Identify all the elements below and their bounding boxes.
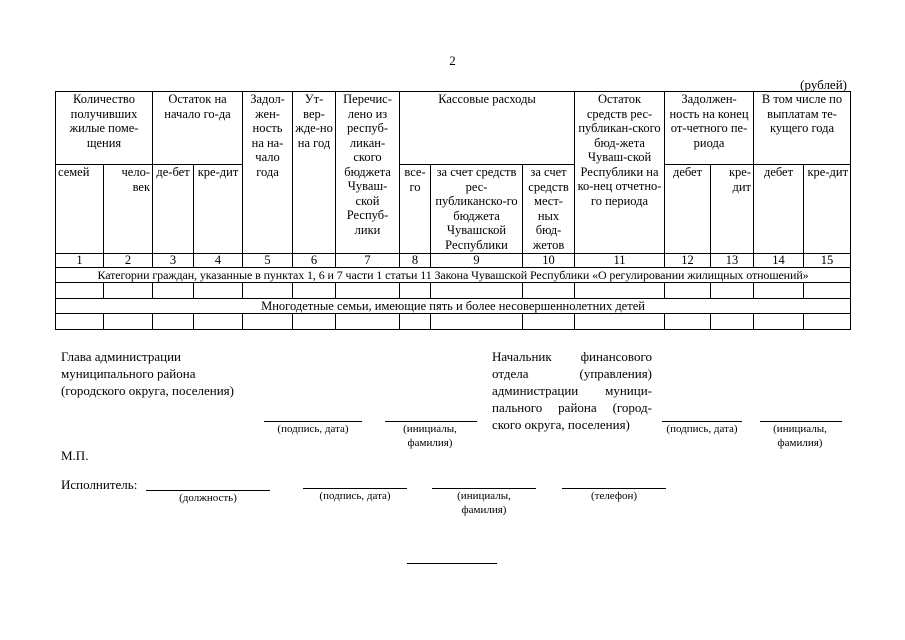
- table-cell[interactable]: [754, 283, 804, 299]
- header-debt-end: Задолжен-ность на конец от-четного пе-риода: [665, 92, 754, 165]
- table-cell[interactable]: [56, 314, 104, 330]
- column-number: 3: [153, 254, 194, 268]
- table-cell[interactable]: [104, 314, 153, 330]
- table-cell[interactable]: [804, 283, 851, 299]
- table-cell[interactable]: [431, 283, 523, 299]
- table-cell[interactable]: [243, 314, 293, 330]
- table-cell[interactable]: [754, 314, 804, 330]
- caption-signature-date: (подпись, дата): [666, 423, 738, 435]
- caption-phone: (телефон): [590, 490, 638, 502]
- subheader-republic-budget: за счет средств рес-публиканско-го бюджета Чувашской Республики: [431, 165, 523, 254]
- page-number: 2: [449, 53, 456, 68]
- section-title-large-families: Многодетные семьи, имеющие пять и более несовершеннолетних детей: [56, 299, 851, 314]
- executor-label: Исполнитель:: [61, 477, 138, 492]
- column-number: 1: [56, 254, 104, 268]
- empty-data-row: [56, 283, 851, 299]
- subheader-credit-2: кре-дит: [711, 165, 754, 254]
- header-row-1: [56, 92, 851, 165]
- caption-signature-date: (подпись, дата): [319, 490, 391, 502]
- section-row-2: [56, 299, 851, 314]
- table-cell[interactable]: [293, 314, 336, 330]
- caption-initials-1: (инициалы,: [403, 423, 457, 435]
- caption-initials-2: фамилия): [407, 437, 453, 449]
- table-cell[interactable]: [431, 314, 523, 330]
- column-number: 5: [243, 254, 293, 268]
- caption-position: (должность): [179, 492, 237, 504]
- table-cell[interactable]: [711, 314, 754, 330]
- column-number: 9: [431, 254, 523, 268]
- column-number: 6: [293, 254, 336, 268]
- table-cell[interactable]: [243, 283, 293, 299]
- column-number: 15: [804, 254, 851, 268]
- column-numbers-row: [56, 254, 851, 268]
- table-cell[interactable]: [153, 283, 194, 299]
- table-cell[interactable]: [336, 283, 400, 299]
- header-debt-start: Задол-жен-ность на на-чало года: [243, 92, 293, 254]
- column-number: 13: [711, 254, 754, 268]
- column-number: 10: [523, 254, 575, 268]
- header-row-2: [56, 165, 851, 254]
- units-label: (рублей): [800, 77, 847, 92]
- subheader-credit-1: кре-дит: [194, 165, 243, 254]
- table-cell[interactable]: [400, 283, 431, 299]
- table-cell[interactable]: [665, 283, 711, 299]
- column-number: 11: [575, 254, 665, 268]
- header-transferred: Перечис-лено из респуб-ликан-ского бюджета Чуваш-ской Респуб-лики: [336, 92, 400, 254]
- table-cell[interactable]: [400, 314, 431, 330]
- table-cell[interactable]: [711, 283, 754, 299]
- header-current-year: В том числе по выплатам те-кущего года: [754, 92, 851, 165]
- column-number: 7: [336, 254, 400, 268]
- table-cell[interactable]: [56, 283, 104, 299]
- table-cell[interactable]: [194, 314, 243, 330]
- subheader-debit-3: дебет: [754, 165, 804, 254]
- table-cell[interactable]: [194, 283, 243, 299]
- head-title: Глава администрации муниципального района (городского округа, поселения): [61, 349, 234, 398]
- column-number: 14: [754, 254, 804, 268]
- caption-initials-2: фамилия): [777, 437, 823, 449]
- header-approved: Ут-вер-жде-но на год: [293, 92, 336, 254]
- subheader-local-budgets: за счет средств мест-ных бюд-жетов: [523, 165, 575, 254]
- caption-initials-1: (инициалы,: [457, 490, 511, 502]
- subheader-people: чело-век: [104, 165, 153, 254]
- header-balance-end: Остаток средств рес-публикан-ского бюд-жета Чуваш-ской Республики на ко-нец отчетно-го периода: [575, 92, 665, 254]
- table-cell[interactable]: [523, 283, 575, 299]
- section-title-citizen-categories: Категории граждан, указанные в пунктах 1, 6 и 7 части 1 статьи 11 Закона Чувашской Республики «О регулировании жилищных отношений»: [56, 268, 851, 283]
- table-cell[interactable]: [575, 283, 665, 299]
- subheader-families: семей: [56, 165, 104, 254]
- subheader-debit-2: дебет: [665, 165, 711, 254]
- table-cell[interactable]: [293, 283, 336, 299]
- stamp-place: М.П.: [61, 448, 89, 463]
- table-cell[interactable]: [665, 314, 711, 330]
- column-number: 4: [194, 254, 243, 268]
- report-table: [55, 91, 851, 330]
- caption-initials-1: (инициалы,: [773, 423, 827, 435]
- table-cell[interactable]: [523, 314, 575, 330]
- table-cell[interactable]: [336, 314, 400, 330]
- subheader-total: все-го: [400, 165, 431, 254]
- column-number: 12: [665, 254, 711, 268]
- header-families-people: Количество получивших жилые поме-щения: [56, 92, 153, 165]
- header-cash-expenses: Кассовые расходы: [400, 92, 575, 165]
- column-number: 2: [104, 254, 153, 268]
- empty-data-row: [56, 314, 851, 330]
- table-cell[interactable]: [804, 314, 851, 330]
- header-balance-start: Остаток на начало го-да: [153, 92, 243, 165]
- table-cell[interactable]: [153, 314, 194, 330]
- end-line: [407, 563, 497, 564]
- subheader-debit-1: де-бет: [153, 165, 194, 254]
- caption-signature-date: (подпись, дата): [277, 423, 349, 435]
- section-row-1: [56, 268, 851, 283]
- subheader-credit-3: кре-дит: [804, 165, 851, 254]
- finance-title: Начальник финансового отдела (управления) администрации муници-пального района (город-ского округа, поселения): [492, 349, 652, 432]
- caption-initials-2: фамилия): [461, 504, 507, 516]
- table-cell[interactable]: [575, 314, 665, 330]
- table-cell[interactable]: [104, 283, 153, 299]
- column-number: 8: [400, 254, 431, 268]
